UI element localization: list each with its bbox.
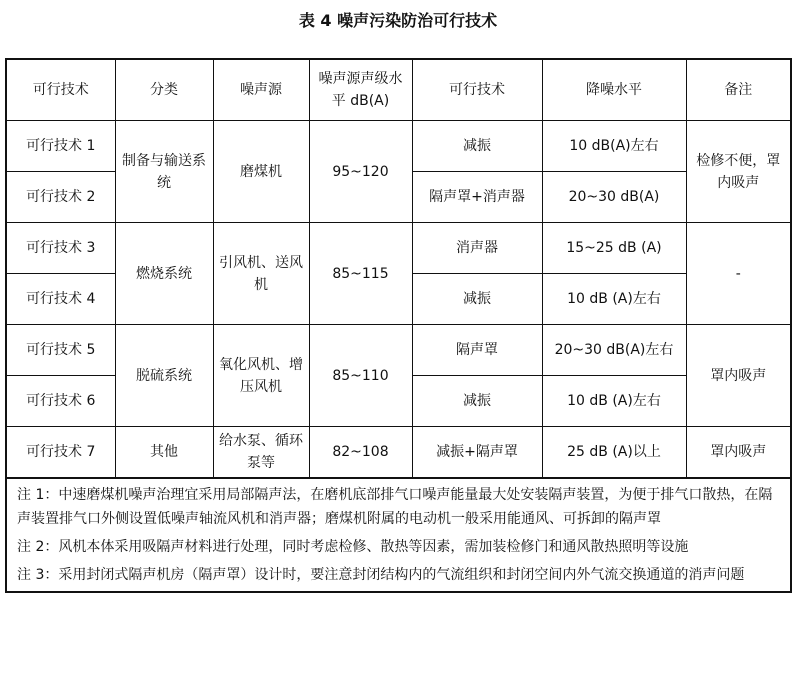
source-cell: 引风机、送风机 [213,223,309,325]
tech-cell: 可行技术 1 [6,121,115,172]
measure-cell: 隔声罩+消声器 [412,172,542,223]
measure-cell: 消声器 [412,223,542,274]
source-cell: 给水泵、循环泵等 [213,427,309,479]
reduction-cell: 20~30 dB(A) [542,172,686,223]
level-cell: 85~115 [309,223,412,325]
reduction-cell: 20~30 dB(A)左右 [542,325,686,376]
header-cell: 可行技术 [6,59,115,121]
remark-cell: 罩内吸声 [686,325,791,427]
reduction-cell: 10 dB (A)左右 [542,274,686,325]
level-cell: 85~110 [309,325,412,427]
tech-cell: 可行技术 4 [6,274,115,325]
table-row [6,121,791,172]
notes-cell [6,478,791,592]
header-cell: 分类 [115,59,213,121]
reduction-cell: 15~25 dB (A) [542,223,686,274]
table-row [6,325,791,376]
table-header-row [6,59,791,121]
measure-cell: 隔声罩 [412,325,542,376]
category-cell: 制备与输送系统 [115,121,213,223]
note-text: 注 3：采用封闭式隔声机房（隔声罩）设计时，要注意封闭结构内的气流组织和封闭空间内外气流交换通道的消声问题 [17,567,745,583]
noise-control-table [5,58,792,593]
remark-cell: 检修不便，罩内吸声 [686,121,791,223]
note-text: 注 2：风机本体采用吸隔声材料进行处理，同时考虑检修、散热等因素，需加装检修门和通风散热照明等设施 [17,539,689,555]
reduction-cell: 10 dB(A)左右 [542,121,686,172]
header-cell: 备注 [686,59,791,121]
reduction-cell: 10 dB (A)左右 [542,376,686,427]
notes-row [6,478,791,592]
tech-cell: 可行技术 2 [6,172,115,223]
source-cell: 氧化风机、增压风机 [213,325,309,427]
measure-cell: 减振 [412,274,542,325]
measure-cell: 减振+隔声罩 [412,427,542,479]
header-cell: 可行技术 [412,59,542,121]
header-cell: 噪声源 [213,59,309,121]
tech-cell: 可行技术 7 [6,427,115,479]
source-cell: 磨煤机 [213,121,309,223]
category-cell: 脱硫系统 [115,325,213,427]
remark-cell: 罩内吸声 [686,427,791,479]
table-title: 表 4 噪声污染防治可行技术 [298,11,498,30]
measure-cell: 减振 [412,376,542,427]
table-row [6,427,791,479]
table-container [5,58,790,593]
note-text: 注 1：中速磨煤机噪声治理宜采用局部隔声法，在磨机底部排气口噪声能量最大处安装隔声装置，为便于排气口散热，在隔声装置排气口外侧设置低噪声轴流风机和消声器；磨煤机附属的电动机一般采用能通风、可拆卸的隔声罩 [17,487,773,527]
tech-cell: 可行技术 6 [6,376,115,427]
reduction-cell: 25 dB (A)以上 [542,427,686,479]
remark-cell: - [686,223,791,325]
level-cell: 82~108 [309,427,412,479]
category-cell: 其他 [115,427,213,479]
table-row [6,223,791,274]
category-cell: 燃烧系统 [115,223,213,325]
level-cell: 95~120 [309,121,412,223]
tech-cell: 可行技术 5 [6,325,115,376]
header-cell: 降噪水平 [542,59,686,121]
header-cell: 噪声源声级水平 dB(A) [309,59,412,121]
tech-cell: 可行技术 3 [6,223,115,274]
measure-cell: 减振 [412,121,542,172]
